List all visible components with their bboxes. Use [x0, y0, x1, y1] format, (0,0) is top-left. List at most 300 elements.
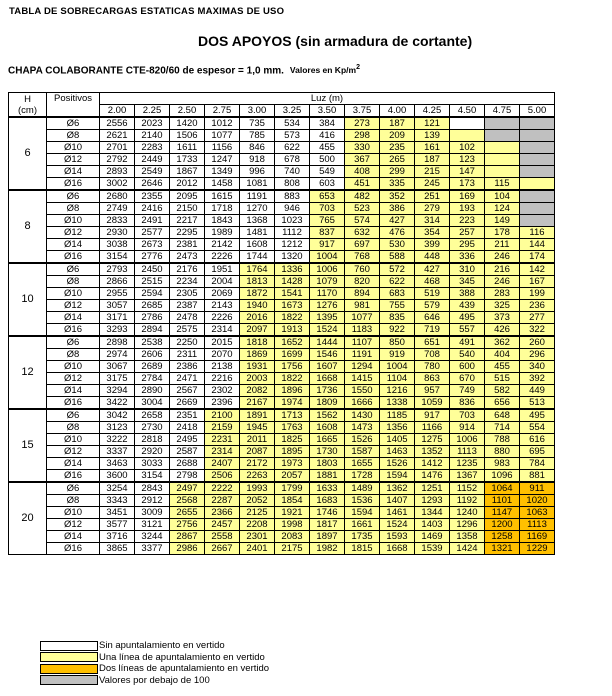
value-cell [485, 142, 520, 154]
value-cell: 922 [380, 324, 415, 337]
value-cell: 2587 [170, 446, 205, 458]
value-cell: 820 [345, 276, 380, 288]
value-cell: 1730 [310, 446, 345, 458]
value-cell: 1756 [275, 361, 310, 373]
value-cell: 2283 [135, 142, 170, 154]
span-header-cell: 5.00 [520, 105, 555, 118]
value-cell: 2473 [170, 251, 205, 264]
value-cell: 785 [240, 130, 275, 142]
height-cell: 6 [9, 117, 47, 190]
header-h [9, 93, 47, 118]
value-cell: 2023 [135, 117, 170, 130]
bar-cell: Ø8 [47, 495, 100, 507]
value-cell: 1444 [310, 336, 345, 349]
value-cell: 1275 [415, 434, 450, 446]
value-cell: 340 [520, 361, 555, 373]
value-cell: 2793 [100, 263, 135, 276]
value-cell: 2125 [240, 507, 275, 519]
value-cell: 260 [520, 336, 555, 349]
value-cell: 714 [485, 422, 520, 434]
value-cell: 1107 [345, 336, 380, 349]
value-cell: 3343 [100, 495, 135, 507]
value-cell: 1412 [415, 458, 450, 470]
value-cell: 1420 [170, 117, 205, 130]
value-cell: 495 [450, 312, 485, 324]
value-cell: 2226 [205, 312, 240, 324]
bar-cell: Ø16 [47, 543, 100, 555]
table-row [9, 324, 555, 337]
value-cell: 1191 [345, 349, 380, 361]
value-cell: 1489 [345, 482, 380, 495]
value-cell: 3154 [100, 251, 135, 264]
value-cell: 1652 [275, 336, 310, 349]
value-cell: 1096 [485, 470, 520, 483]
value-cell: 246 [485, 251, 520, 264]
value-cell [520, 215, 555, 227]
value-cell: 352 [380, 190, 415, 203]
value-cell: 1593 [380, 531, 415, 543]
value-cell: 2407 [205, 458, 240, 470]
legend-item [40, 640, 269, 652]
value-cell: 3038 [100, 239, 135, 251]
value-cell: 2263 [240, 470, 275, 483]
value-cell: 245 [415, 178, 450, 191]
legend-swatch [40, 664, 98, 674]
bar-cell: Ø10 [47, 142, 100, 154]
value-cell: 451 [345, 178, 380, 191]
value-cell: 755 [380, 300, 415, 312]
value-cell [520, 166, 555, 178]
value-cell: 1458 [205, 178, 240, 191]
span-header-cell: 4.50 [450, 105, 485, 118]
span-header-cell: 3.25 [275, 105, 310, 118]
value-cell: 3175 [100, 373, 135, 385]
value-cell: 2142 [205, 239, 240, 251]
value-cell: 1081 [240, 178, 275, 191]
bar-cell: Ø12 [47, 154, 100, 166]
value-cell: 1897 [310, 531, 345, 543]
value-cell: 2515 [135, 276, 170, 288]
value-cell: 622 [380, 276, 415, 288]
value-cell: 3293 [100, 324, 135, 337]
value-cell: 1367 [450, 470, 485, 483]
value-cell: 455 [310, 142, 345, 154]
value-cell: 1183 [345, 324, 380, 337]
value-cell: 2680 [100, 190, 135, 203]
value-cell: 863 [415, 373, 450, 385]
bar-cell: Ø14 [47, 531, 100, 543]
value-cell: 1989 [205, 227, 240, 239]
value-cell: 495 [520, 409, 555, 422]
bar-cell: Ø8 [47, 276, 100, 288]
value-cell: 1763 [275, 422, 310, 434]
value-cell [520, 142, 555, 154]
value-cell: 2669 [170, 397, 205, 410]
value-cell: 588 [380, 251, 415, 264]
table-row [9, 130, 555, 142]
value-cell: 1872 [240, 288, 275, 300]
span-header-cell: 3.00 [240, 105, 275, 118]
value-cell: 283 [485, 288, 520, 300]
value-cell: 697 [345, 239, 380, 251]
header-luz: Luz (m) [100, 93, 555, 105]
value-cell: 2538 [135, 336, 170, 349]
table-row [9, 251, 555, 264]
value-cell: 1294 [345, 361, 380, 373]
value-cell: 3254 [100, 482, 135, 495]
value-cell: 2673 [135, 239, 170, 251]
value-cell: 1896 [275, 385, 310, 397]
value-cell: 404 [485, 349, 520, 361]
bar-cell: Ø6 [47, 190, 100, 203]
value-cell: 515 [485, 373, 520, 385]
value-cell: 2138 [205, 361, 240, 373]
value-cell: 1077 [345, 312, 380, 324]
value-cell: 2756 [170, 519, 205, 531]
bar-cell: Ø10 [47, 434, 100, 446]
value-cell: 211 [485, 239, 520, 251]
value-cell: 2087 [240, 446, 275, 458]
value-cell: 1713 [275, 409, 310, 422]
value-cell: 1006 [450, 434, 485, 446]
bar-cell: Ø14 [47, 385, 100, 397]
value-cell: 2222 [205, 482, 240, 495]
table-row [9, 385, 555, 397]
value-cell: 534 [275, 117, 310, 130]
value-cell: 187 [415, 154, 450, 166]
value-cell: 1200 [485, 519, 520, 531]
value-cell: 2594 [135, 288, 170, 300]
value-cell: 3042 [100, 409, 135, 422]
legend-label: Dos líneas de apuntalamiento en vertido [99, 663, 270, 675]
value-cell: 1562 [310, 409, 345, 422]
value-cell: 2366 [205, 507, 240, 519]
value-cell: 749 [450, 385, 485, 397]
value-cell: 1539 [415, 543, 450, 555]
value-cell: 1974 [275, 397, 310, 410]
header-row [9, 93, 555, 105]
value-cell: 549 [310, 166, 345, 178]
table-row [9, 154, 555, 166]
value-cell: 427 [415, 263, 450, 276]
value-cell: 1982 [310, 543, 345, 555]
value-cell: 209 [380, 130, 415, 142]
value-cell: 1185 [380, 409, 415, 422]
value-cell: 257 [450, 227, 485, 239]
value-cell [520, 203, 555, 215]
value-cell: 2792 [100, 154, 135, 166]
value-cell: 3294 [100, 385, 135, 397]
value-cell: 2172 [240, 458, 275, 470]
value-cell: 653 [310, 190, 345, 203]
height-cell: 8 [9, 190, 47, 263]
value-cell: 1536 [345, 495, 380, 507]
table-subtitle: DOS APOYOS (sin armadura de cortante) [198, 33, 473, 49]
value-cell: 2143 [205, 300, 240, 312]
value-cell: 946 [275, 203, 310, 215]
value-cell [485, 117, 520, 130]
value-cell: 1506 [170, 130, 205, 142]
value-cell: 1473 [345, 422, 380, 434]
value-cell: 695 [520, 446, 555, 458]
span-header-cell: 2.50 [170, 105, 205, 118]
bar-cell: Ø16 [47, 470, 100, 483]
value-cell: 2843 [135, 482, 170, 495]
value-cell: 235 [380, 142, 415, 154]
value-cell: 2955 [100, 288, 135, 300]
value-cell: 1012 [205, 117, 240, 130]
value-cell: 1803 [310, 458, 345, 470]
value-cell: 2986 [170, 543, 205, 555]
table-row [9, 142, 555, 154]
value-cell: 579 [415, 300, 450, 312]
value-cell: 1415 [345, 373, 380, 385]
value-cell: 1358 [450, 531, 485, 543]
value-cell: 2867 [170, 531, 205, 543]
value-cell: 1541 [275, 288, 310, 300]
value-cell: 2833 [100, 215, 135, 227]
value-cell: 2217 [170, 215, 205, 227]
value-cell: 1809 [310, 397, 345, 410]
value-cell [485, 130, 520, 142]
value-cell: 2097 [240, 324, 275, 337]
value-cell: 1728 [345, 470, 380, 483]
value-cell: 1321 [485, 543, 520, 555]
value-cell: 1881 [310, 470, 345, 483]
value-cell: 178 [485, 227, 520, 239]
value-cell: 296 [520, 349, 555, 361]
value-cell: 476 [380, 227, 415, 239]
span-header-cell: 3.50 [310, 105, 345, 118]
value-cell: 760 [345, 263, 380, 276]
value-cell: 1945 [240, 422, 275, 434]
value-cell: 1633 [310, 482, 345, 495]
value-cell: 719 [415, 324, 450, 337]
value-cell: 124 [485, 203, 520, 215]
value-cell: 173 [450, 178, 485, 191]
bar-cell: Ø8 [47, 422, 100, 434]
bar-cell: Ø10 [47, 288, 100, 300]
value-cell: 2070 [205, 349, 240, 361]
value-cell: 1166 [415, 422, 450, 434]
value-cell: 2208 [240, 519, 275, 531]
bar-cell: Ø16 [47, 251, 100, 264]
value-cell: 1368 [240, 215, 275, 227]
table-row [9, 434, 555, 446]
value-cell: 1825 [275, 434, 310, 446]
value-cell: 1101 [485, 495, 520, 507]
value-cell: 161 [415, 142, 450, 154]
span-header-cell: 4.25 [415, 105, 450, 118]
value-cell: 1407 [380, 495, 415, 507]
value-cell: 373 [485, 312, 520, 324]
value-cell: 996 [240, 166, 275, 178]
table-row [9, 276, 555, 288]
value-cell: 310 [450, 263, 485, 276]
value-cell: 1247 [205, 154, 240, 166]
value-cell: 2786 [135, 312, 170, 324]
bar-cell: Ø16 [47, 324, 100, 337]
value-cell [520, 178, 555, 191]
value-cell: 2140 [135, 130, 170, 142]
value-cell: 1079 [310, 276, 345, 288]
value-cell: 780 [415, 361, 450, 373]
value-cell: 768 [345, 251, 380, 264]
value-cell: 2387 [170, 300, 205, 312]
value-cell [485, 154, 520, 166]
value-cell: 2100 [205, 409, 240, 422]
span-header-cell: 2.75 [205, 105, 240, 118]
value-cell: 1336 [275, 263, 310, 276]
value-cell: 1608 [310, 422, 345, 434]
value-cell: 765 [310, 215, 345, 227]
value-cell: 2287 [205, 495, 240, 507]
value-cell: 216 [485, 263, 520, 276]
table-row [9, 422, 555, 434]
value-cell: 2893 [100, 166, 135, 178]
value-cell: 1735 [345, 531, 380, 543]
value-cell [450, 117, 485, 130]
value-cell: 187 [380, 117, 415, 130]
value-cell: 2898 [100, 336, 135, 349]
value-cell: 3865 [100, 543, 135, 555]
value-cell: 573 [275, 130, 310, 142]
value-cell: 1869 [240, 349, 275, 361]
value-cell: 603 [310, 178, 345, 191]
value-cell: 1615 [205, 190, 240, 203]
value-cell: 918 [240, 154, 275, 166]
value-cell: 523 [345, 203, 380, 215]
value-cell: 2095 [170, 190, 205, 203]
bar-cell: Ø6 [47, 263, 100, 276]
value-cell: 1104 [380, 373, 415, 385]
value-cell: 540 [450, 349, 485, 361]
value-cell: 1799 [275, 482, 310, 495]
value-cell: 1356 [380, 422, 415, 434]
value-cell: 519 [415, 288, 450, 300]
value-cell: 2216 [205, 373, 240, 385]
value-cell: 2004 [205, 276, 240, 288]
value-cell: 2003 [240, 373, 275, 385]
value-cell: 1430 [345, 409, 380, 422]
value-cell: 1344 [415, 507, 450, 519]
value-cell: 3171 [100, 312, 135, 324]
value-cell: 295 [450, 239, 485, 251]
value-cell: 439 [450, 300, 485, 312]
legend-item [40, 652, 269, 664]
value-cell: 1867 [170, 166, 205, 178]
value-cell: 3004 [135, 397, 170, 410]
value-cell: 2314 [205, 324, 240, 337]
value-cell: 2381 [170, 239, 205, 251]
table-row [9, 531, 555, 543]
value-cell: 3422 [100, 397, 135, 410]
value-cell [520, 117, 555, 130]
value-cell: 1362 [380, 482, 415, 495]
value-cell: 3123 [100, 422, 135, 434]
value-cell: 1607 [310, 361, 345, 373]
value-cell: 1240 [450, 507, 485, 519]
value-cell: 149 [485, 215, 520, 227]
value-cell: 1170 [310, 288, 345, 300]
value-cell: 1476 [415, 470, 450, 483]
value-cell: 1235 [450, 458, 485, 470]
value-cell: 399 [415, 239, 450, 251]
value-cell: 651 [415, 336, 450, 349]
value-cell: 144 [520, 239, 555, 251]
value-cell: 123 [450, 154, 485, 166]
legend-item [40, 663, 269, 675]
value-cell: 1550 [345, 385, 380, 397]
value-cell: 894 [345, 288, 380, 300]
value-cell: 740 [275, 166, 310, 178]
value-cell: 1666 [345, 397, 380, 410]
value-cell: 336 [450, 251, 485, 264]
bar-cell: Ø16 [47, 178, 100, 191]
value-cell: 2175 [275, 543, 310, 555]
value-cell: 850 [380, 336, 415, 349]
value-cell: 147 [450, 166, 485, 178]
value-cell: 2052 [240, 495, 275, 507]
value-cell: 2621 [100, 130, 135, 142]
span-header-cell: 4.75 [485, 105, 520, 118]
value-cell: 273 [345, 117, 380, 130]
value-cell: 3577 [100, 519, 135, 531]
value-cell: 455 [485, 361, 520, 373]
value-cell: 1661 [345, 519, 380, 531]
table-row [9, 312, 555, 324]
load-table [8, 92, 555, 555]
value-cell: 2011 [240, 434, 275, 446]
value-cell: 1822 [275, 312, 310, 324]
value-cell: 449 [520, 385, 555, 397]
value-cell: 139 [415, 130, 450, 142]
value-cell: 1736 [310, 385, 345, 397]
value-cell: 1059 [415, 397, 450, 410]
value-cell: 3716 [100, 531, 135, 543]
value-cell: 3244 [135, 531, 170, 543]
value-cell: 1746 [310, 507, 345, 519]
height-cell: 10 [9, 263, 47, 336]
value-cell: 616 [520, 434, 555, 446]
value-cell: 917 [310, 239, 345, 251]
value-cell: 883 [275, 190, 310, 203]
bar-cell: Ø10 [47, 215, 100, 227]
value-cell [450, 130, 485, 142]
value-cell: 115 [485, 178, 520, 191]
value-cell: 1004 [380, 361, 415, 373]
value-cell: 670 [450, 373, 485, 385]
value-cell: 1352 [415, 446, 450, 458]
value-cell: 2167 [240, 397, 275, 410]
table-row [9, 349, 555, 361]
value-cell: 2057 [275, 470, 310, 483]
bar-cell: Ø8 [47, 203, 100, 215]
value-cell: 2016 [240, 312, 275, 324]
bar-cell: Ø6 [47, 482, 100, 495]
value-cell: 354 [415, 227, 450, 239]
value-cell: 2418 [170, 422, 205, 434]
value-cell: 2471 [170, 373, 205, 385]
units-text: Valores en Kp/m [289, 65, 357, 76]
value-cell: 1192 [450, 495, 485, 507]
value-cell: 416 [310, 130, 345, 142]
span-header-cell: 3.75 [345, 105, 380, 118]
header-h-unit: (cm) [18, 104, 37, 116]
bar-cell: Ø12 [47, 519, 100, 531]
value-cell: 388 [450, 288, 485, 300]
value-cell: 193 [450, 203, 485, 215]
